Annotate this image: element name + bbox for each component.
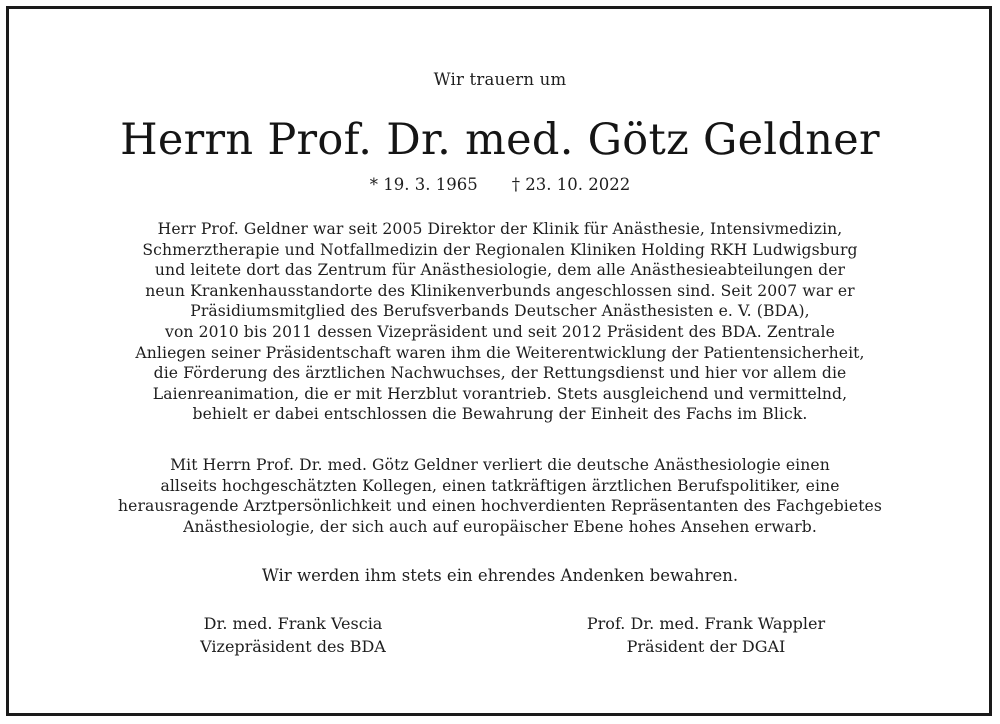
signatory-vice-president [133,612,453,658]
biography-line: Schmerztherapie und Notfallmedizin der Regionalen Kliniken Holding RKH Ludwigsburg [142,240,858,259]
biography-line: Herr Prof. Geldner war seit 2005 Direktor der Klinik für Anästhesie, Intensivmedizin, [157,220,843,238]
birth-date: * 19. 3. 1965 [369,175,478,194]
signatory-name: Dr. med. Frank Vescia [203,614,383,633]
tribute-paragraph [0,455,1000,537]
biography-line: von 2010 bis 2011 dessen Vizepräsident und seit 2012 Präsident des BDA. Zentrale [165,322,835,341]
biography-paragraph [0,219,1000,425]
tribute-line: allseits hochgeschätzten Kollegen, einen tatkräftigen ärztlichen Berufspolitiker, eine [160,476,840,495]
tribute-line: herausragende Arztpersönlichkeit und einen hochverdienten Repräsentanten des Fachgebietes [117,497,882,516]
intro-line: Wir trauern um [433,70,567,89]
death-date: † 23. 10. 2022 [511,175,631,194]
biography-line: und leitete dort das Zentrum für Anästhesiologie, dem alle Anästhesieabteilungen der [154,261,846,280]
tribute-line: Anästhesiologie, der sich auch auf europäischer Ebene hohes Ansehen erwarb. [183,517,817,536]
tribute-line: Mit Herrn Prof. Dr. med. Götz Geldner verliert die deutsche Anästhesiologie einen [170,456,830,474]
biography-line: Präsidiumsmitglied des Berufsverbands Deutscher Anästhesisten e. V. (BDA), [190,302,810,321]
life-dates [0,175,1000,194]
biography-line: die Förderung des ärztlichen Nachwuchses, der Rettungsdienst und hier vor allem die [153,364,847,383]
biography-line: Anliegen seiner Präsidentschaft waren ihm die Weiterentwicklung der Patientensicherheit, [135,343,865,362]
signatory-name: Prof. Dr. med. Frank Wappler [586,614,826,633]
biography-line: behielt er dabei entschlossen die Bewahrung der Einheit des Fachs im Blick. [192,405,808,424]
signatory-role: Präsident der DGAI [626,637,786,656]
closing-line: Wir werden ihm stets ein ehrendes Andenken bewahren. [261,566,739,585]
signatory-president [546,612,866,658]
signatory-role: Vizepräsident des BDA [200,637,386,656]
deceased-name-heading: Herrn Prof. Dr. med. Götz Geldner [120,115,880,165]
biography-line: Laienreanimation, die er mit Herzblut vorantrieb. Stets ausgleichend und vermittelnd, [152,384,848,403]
biography-line: neun Krankenhausstandorte des Klinikenverbunds angeschlossen sind. Seit 2007 war er [145,281,855,300]
